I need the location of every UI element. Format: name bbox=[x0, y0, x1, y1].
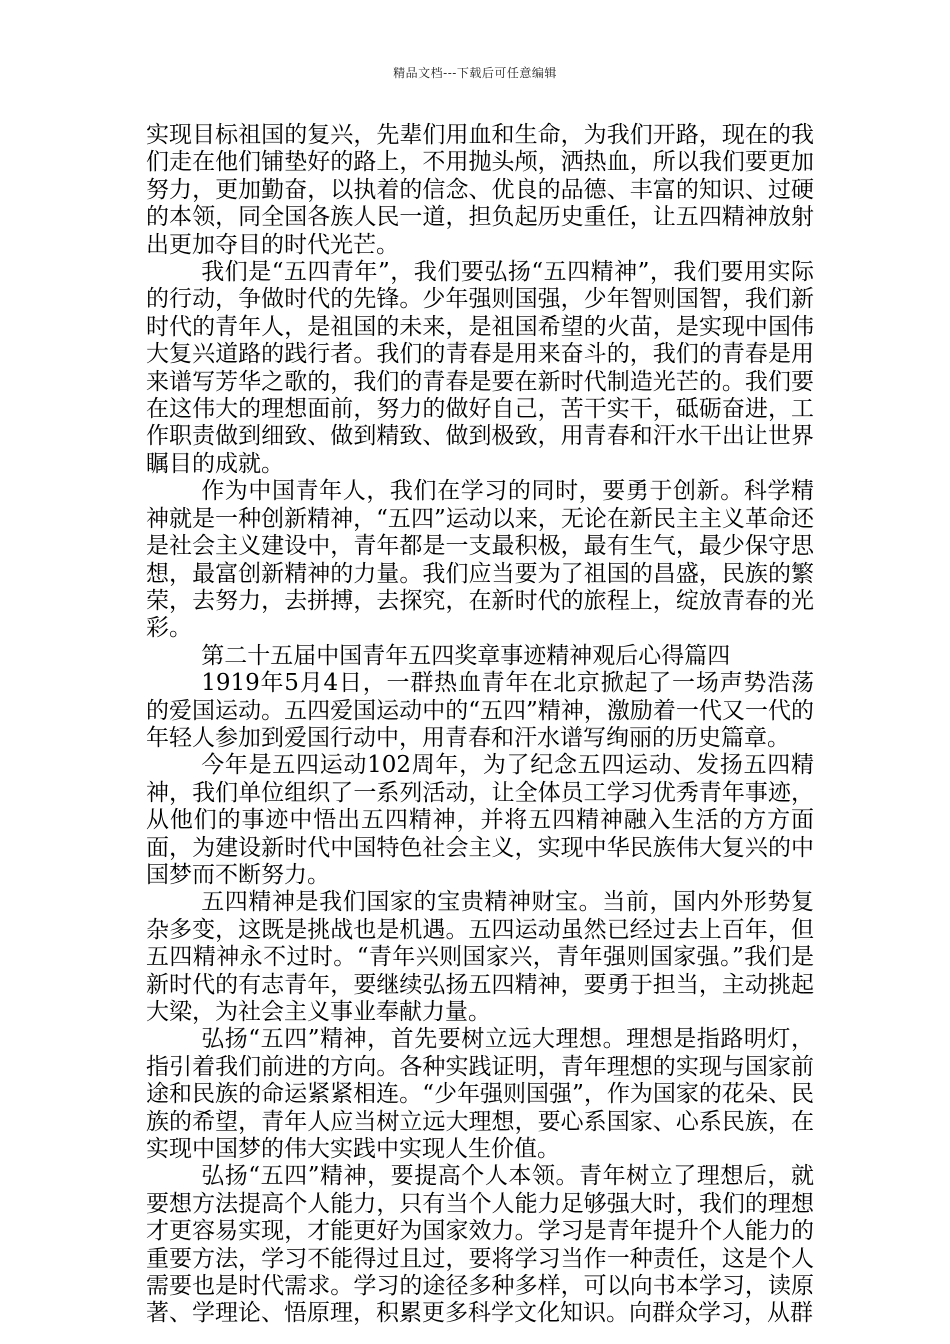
paragraph: 我们是“五四青年”，我们要弘扬“五四精神”，我们要用实际的行动，争做时代的先锋。少年强则国强，少年智则国智，我们新时代的青年人，是祖国的未来，是祖国希望的火苗，是实现中国伟大复兴道路的践行者。我们的青春是用来奋斗的，我们的青春是用来谱写芳华之歌的，我们的青春是要在新时代制造光芒的。我们要在这伟大的理想面前，努力的做好自己，苦干实干，砥砺奋进，工作职责做到细致、做到精致、做到极致，用青春和汗水干出让世界瞩目的成就。 bbox=[146, 259, 814, 477]
paragraph: 1919年5月4日，一群热血青年在北京掀起了一场声势浩荡的爱国运动。五四爱国运动中的“五四”精神，激励着一代又一代的年轻人参加到爱国行动中，用青春和汗水谱写绚丽的历史篇章。 bbox=[146, 670, 814, 751]
paragraph: 弘扬“五四”精神，首先要树立远大理想。理想是指路明灯，指引着我们前进的方向。各种实践证明，青年理想的实现与国家前途和民族的命运紧紧相连。“少年强则国强”，作为国家的花朵、民族的希望，青年人应当树立远大理想，要心系国家、心系民族，在实现中国梦的伟大实践中实现人生价值。 bbox=[146, 1026, 814, 1163]
document-body bbox=[146, 122, 814, 1328]
paragraph: 弘扬“五四”精神，要提高个人本领。青年树立了理想后，就要想方法提高个人能力，只有当个人能力足够强大时，我们的理想才更容易实现，才能更好为国家效力。学习是青年提升个人能力的重要方法，学习不能得过且过，要将学习当作一种责任，这是个人需要也是时代需求。学习的途径多种多样，可以向书本学习，读原著、学理论、悟原理，积累更多科学文化知识。向群众学习，从群 bbox=[146, 1163, 814, 1327]
paragraph: 作为中国青年人，我们在学习的同时，要勇于创新。科学精神就是一种创新精神，“五四”运动以来，无论在新民主主义革命还是社会主义建设中，青年都是一支最积极，最有生气，最少保守思想，最富创新精神的力量。我们应当要为了祖国的昌盛，民族的繁荣，去努力，去拼搏，去探究，在新时代的旅程上，绽放青春的光彩。 bbox=[146, 478, 814, 642]
paragraph: 五四精神是我们国家的宝贵精神财宝。当前，国内外形势复杂多变，这既是挑战也是机遇。五四运动虽然已经过去上百年，但五四精神永不过时。“青年兴则国家兴，青年强则国家强。”我们是新时代的有志青年，要继续弘扬五四精神，要勇于担当，主动挑起大梁，为社会主义事业奉献力量。 bbox=[146, 889, 814, 1025]
paragraph: 今年是五四运动102周年，为了纪念五四运动、发扬五四精神，我们单位组织了一系列活动，让全体员工学习优秀青年事迹，从他们的事迹中悟出五四精神，并将五四精神融入生活的方方面面，为建设新时代中国特色社会主义，实现中华民族伟大复兴的中国梦而不断努力。 bbox=[146, 752, 814, 888]
paragraph-continuation: 实现目标祖国的复兴，先辈们用血和生命，为我们开路，现在的我们走在他们铺垫好的路上，不用抛头颅，洒热血，所以我们要更加努力，更加勤奋，以执着的信念、优良的品德、丰富的知识、过硬的本领，同全国各族人民一道，担负起历史重任，让五四精神放射出更加夺目的时代光芒。 bbox=[146, 122, 814, 258]
header-note: 精品文档---下载后可任意编辑 bbox=[393, 66, 557, 80]
section-heading: 第二十五届中国青年五四奖章事迹精神观后心得篇四 bbox=[201, 642, 731, 669]
